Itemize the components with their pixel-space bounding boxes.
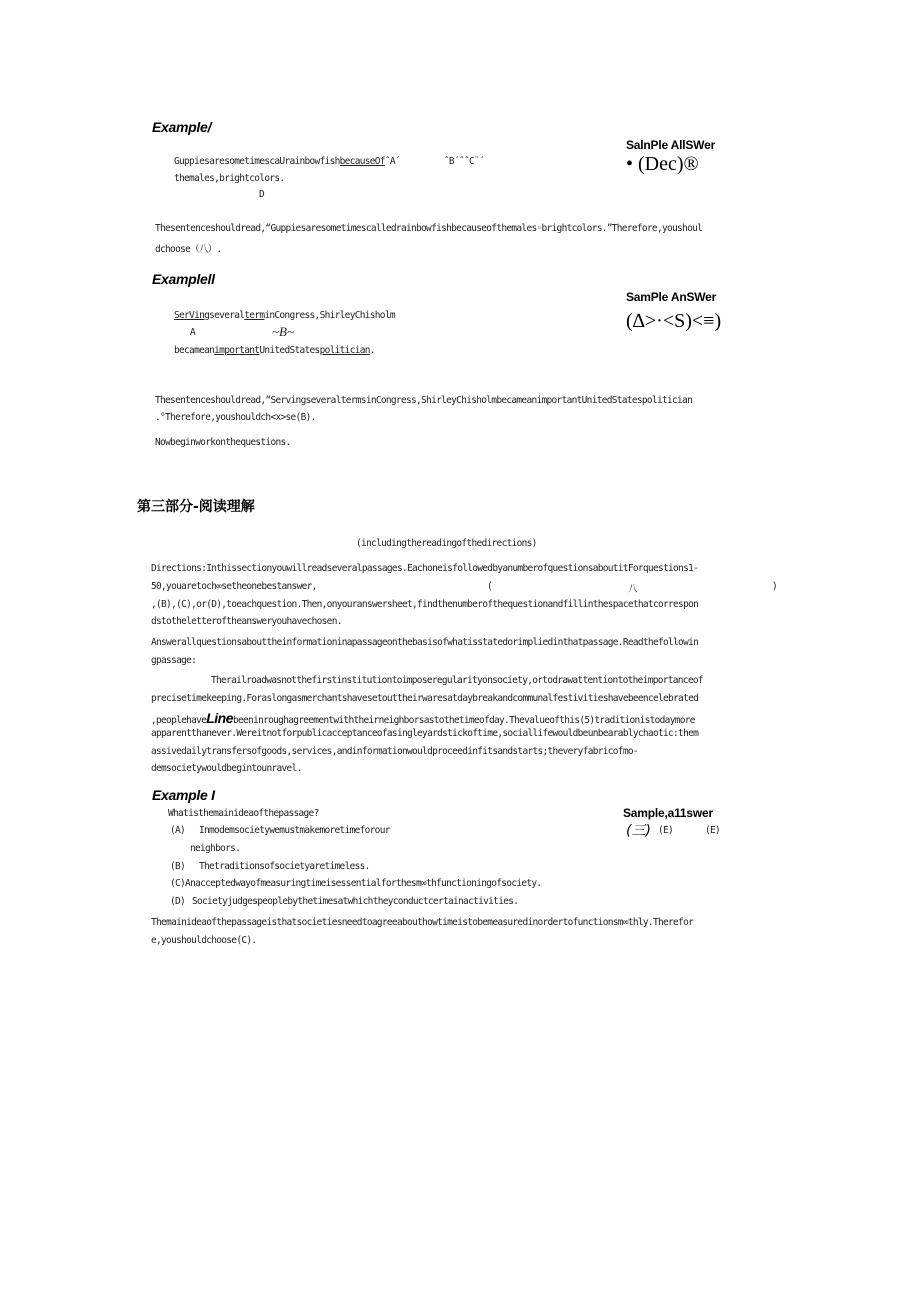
option-mark: A (190, 327, 196, 338)
sample-answer-mark: (三) (626, 823, 651, 839)
option-key: (A) (170, 825, 186, 836)
option-text: Inmodemsocietywemustmakemoretimeforour (199, 825, 390, 836)
explanation-line: dchoose（八）. (155, 244, 222, 255)
option-mark: ˆB´ˆˆC¨´ (443, 156, 485, 167)
underlined-phrase: politician (319, 345, 370, 356)
example-text: Guppiesaresometimesca (174, 156, 280, 167)
example-heading: Examplell (152, 271, 215, 287)
example-sentence-line (174, 310, 395, 321)
directions-mark: 八 (628, 584, 637, 595)
passage-line: demsocietywouldbegintounravel. (151, 763, 302, 774)
sample-answer-option: (E) (705, 825, 721, 836)
underlined-phrase: important (214, 345, 260, 356)
sample-answer-label: Sample,a11swer (623, 806, 713, 820)
directions-line: Directions:Inthissectionyouwillreadseveralpassages.EachoneisfollowedbyanumberofquestionsaboutitForquestions1- (151, 563, 699, 574)
sample-answer-label: SalnPle AllSWer (626, 138, 716, 152)
option-key: (B) (170, 861, 186, 872)
option-mark: ˆA´ (384, 156, 400, 167)
passage-line: Therailroadwasnotthefirstinstitutiontoimposeregularityonsociety,ortodrawattentiontotheimportanceof (211, 675, 703, 686)
example-text: Urainbowfish (279, 156, 340, 167)
explanation-line: e,youshouldchoose(C). (151, 935, 257, 946)
option-key: (D) (170, 896, 186, 907)
passage-line: apparentthanever.Wereitnotforpublicacceptanceofasingleyardstickoftime,sociallifewouldbeunbearablychaotic:them (151, 728, 699, 739)
directions-line: gpassage: (151, 655, 197, 666)
passage-line: assivedailytransfersofgoods,services,andinformationwouldproceedinfitsandstarts;theveryfabricofmo- (151, 746, 638, 757)
example-sentence-line (174, 156, 484, 167)
example-text: becamean (174, 345, 215, 356)
directions-line: Answerallquestionsabouttheinformationinapassageonthebasisofwhatisstatedorimpliedinthatpassage.Readthefollowin (151, 637, 699, 648)
passage-line: precisetimekeeping.Foraslongasmerchantshavesetouttheirwaresatdaybreakandcommunalfestivitieshavebeencelebrated (151, 693, 699, 704)
option-text: Thetraditionsofsocietyaretimeless. (199, 861, 370, 872)
example-text: inCongress,ShirleyChisholm (264, 310, 395, 321)
passage-text: ,peoplehave (151, 715, 207, 726)
example-heading: Example/ (152, 119, 212, 135)
explanation-line: Themainideaofthepassageisthatsocietiesneedtoagreeabouthowtimeistobemeasuredinordertofunctionsm∞thly.Therefor (151, 917, 694, 928)
sample-answer-option: (E) (658, 825, 674, 836)
directions-line: dstotheletteroftheansweryouhavechosen. (151, 616, 342, 627)
sample-answer-bubbles: • (Dec)® (626, 153, 699, 175)
option-text: Societyjudgespeoplebythetimesatwhichtheyconductcertainactivities. (192, 896, 519, 907)
option-mark: ~B~ (272, 324, 295, 339)
instruction-line: Nowbeginworkonthequestions. (155, 437, 291, 448)
directions-line: ,(B),(C),or(D),toeachquestion.Then,onyouranswersheet,findthenumberofthequestionandfillinthespacethatcorrespon (151, 599, 699, 610)
example-text: . (369, 345, 375, 356)
explanation-line: Thesentenceshouldread,“Guppiesaresometimescalledrainbowfishbecauseofthemales◦brightcolors.”Therefore,youshoul (155, 223, 703, 234)
option-text: (C)Anacceptedwayofmeasuringtimeisessentialforthesm∞thfunctioningofsociety. (170, 878, 542, 889)
explanation-line: .°Therefore,youshouldch<x>se(B). (155, 412, 316, 423)
line-marker: Line (206, 710, 233, 726)
option-mark: D (259, 189, 265, 200)
underlined-phrase: SerVing (174, 310, 210, 321)
question-text: Whatisthemainideaofthepassage? (168, 808, 319, 819)
example-text: several (209, 310, 245, 321)
example-text: UnitedStates (259, 345, 320, 356)
underlined-phrase: term (244, 310, 265, 321)
example-heading: Example I (152, 787, 215, 803)
directions-line: 50,youaretoch∞setheonebestanswer, (151, 581, 317, 592)
example-sentence-line (174, 345, 375, 356)
directions-mark: ) (772, 581, 778, 592)
directions-mark: ( (487, 581, 493, 592)
explanation-line: Thesentenceshouldread,“ServingseveraltermsinCongress,ShirleyChisholmbecameanimportantUnitedStatespolitician (155, 395, 693, 406)
section-title: 第三部分-阅读理解 (137, 499, 255, 515)
section-subtitle: (includingthereadingofthedirections) (356, 538, 537, 549)
sample-answer-label: SamPle AnSWer (626, 290, 717, 304)
underlined-phrase: becauseOf (339, 156, 385, 167)
sample-answer-bubbles: (∆>·<S)<≡) (626, 310, 722, 332)
option-text: neighbors. (190, 843, 241, 854)
example-sentence-line: themales,brightcolors. (174, 173, 285, 184)
passage-line (151, 710, 695, 726)
passage-text: beeninroughagreementwiththeirneighborsastothetimeofday.Thevalueofthis(5)traditionistodaymore (233, 715, 695, 726)
